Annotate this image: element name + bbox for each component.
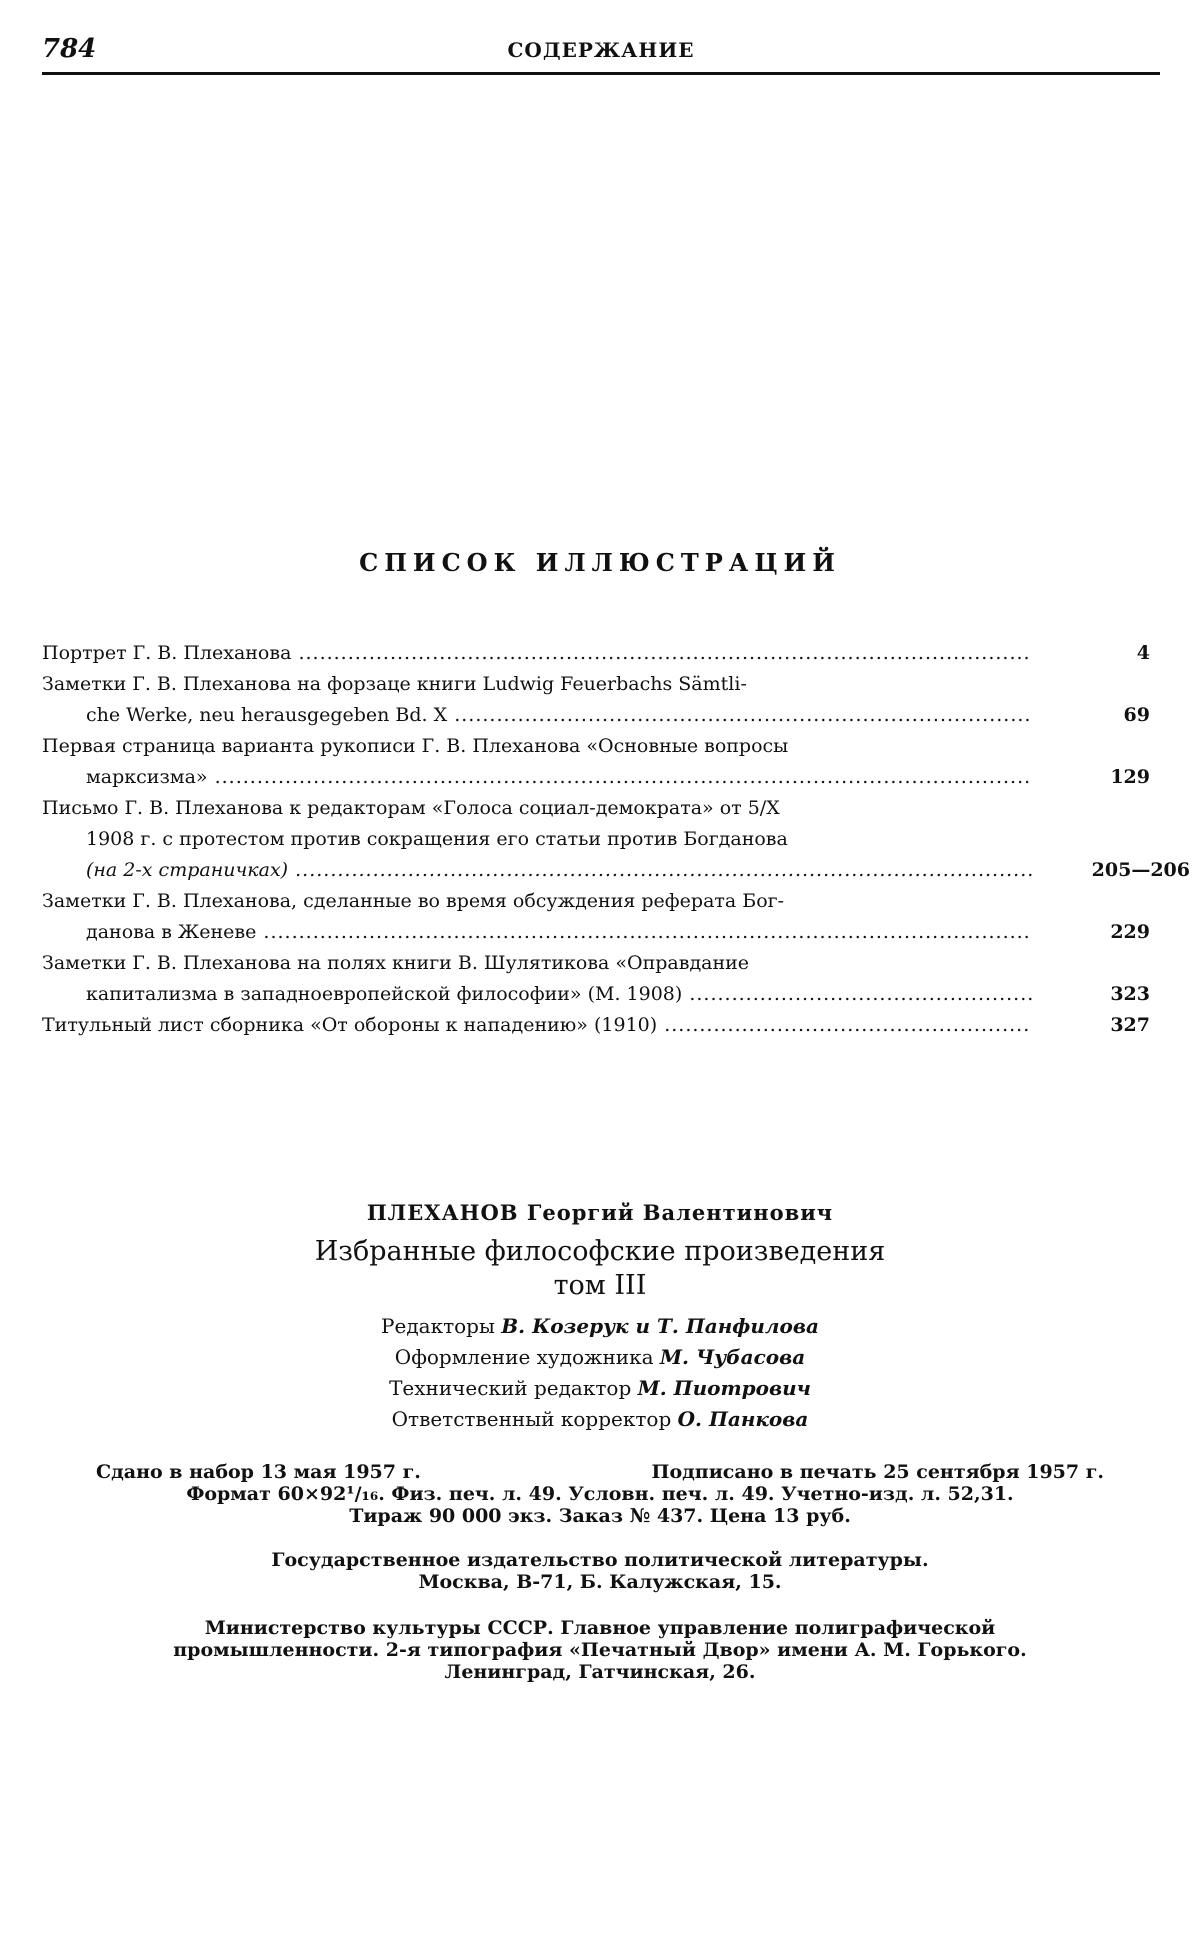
list-item-text: Заметки Г. В. Плеханова на полях книги В. Шулятикова «Оправдание [42,952,750,974]
credit-label: Оформление художника [394,1345,654,1369]
list-item [42,638,1160,669]
author-surname: ПЛЕХАНОВ [366,1200,519,1225]
list-item-text: Письмо Г. В. Плеханова к редакторам «Голоса социал-демократа» от 5/X [42,797,780,819]
typesetting-date: Сдано в набор 13 мая 1957 г. [96,1461,421,1483]
credit-name: М. Пиотрович [637,1376,811,1400]
list-item-text: капитализма в западноевропейской философии» (М. 1908) ..... [42,979,1032,1010]
publisher-name: Государственное издательство политической литературы. [271,1549,929,1571]
illustrations-heading: СПИСОК ИЛЛЮСТРАЦИЙ [359,548,841,577]
imprint-block [80,1461,1120,1527]
colophon [80,1200,1120,1683]
list-item-text: Заметки Г. В. Плеханова на форзаце книги Ludwig Feuerbachs Sämtli- [42,673,747,695]
print-date: Подписано в печать 25 сентября 1957 г. [651,1461,1104,1483]
printer-block [80,1617,1120,1683]
page-number: 784 [42,34,97,64]
publisher-address: Москва, В-71, Б. Калужская, 15. [418,1571,782,1593]
list-item-page: 205—206 [1091,859,1190,881]
credit-name: О. Панкова [677,1407,809,1431]
book-title: Избранные философские произведения [314,1236,886,1267]
list-item [42,948,1160,1010]
printer-address: Ленинград, Гатчинская, 26. [444,1661,756,1683]
format-line: Формат 60×92¹/₁₆. Физ. печ. л. 49. Условн. печ. л. 49. Учетно-изд. л. 52,31. [186,1483,1014,1505]
list-item-page: 327 [1110,1014,1150,1036]
list-item [42,793,1190,886]
credit-label: Технический редактор [389,1376,632,1400]
volume-label: том III [553,1270,647,1301]
list-item-text: 1908 г. с протестом против сокращения его статьи против Богданова [86,828,788,850]
list-item-text: Портрет Г. В. Плеханова ..... [42,638,1032,669]
list-item-page: 229 [1110,921,1150,943]
credit-label: Редакторы [381,1314,495,1338]
author-given-names: Георгий Валентинович [526,1200,834,1225]
list-item [42,886,1160,948]
printer-line: промышленности. 2-я типография «Печатный Двор» имени А. М. Горького. [173,1639,1027,1661]
list-item [42,1010,1160,1041]
list-item-text: che Werke, neu herausgegeben Bd. X ..... [42,700,1032,731]
list-item-text: марксизма» ..... [42,762,1032,793]
printer-line: Министерство культуры СССР. Главное управление полиграфической [204,1617,996,1639]
credit-editors [80,1311,1120,1342]
running-head [42,34,1160,75]
list-item-page: 323 [1110,983,1150,1005]
illustrations-list [42,638,1190,1041]
credit-proofreader [80,1404,1120,1435]
print-run-line: Тираж 90 000 экз. Заказ № 437. Цена 13 руб. [349,1505,851,1527]
list-item [42,731,1160,793]
list-item-text: Титульный лист сборника «От обороны к нападению» (1910) ..... [42,1010,1032,1041]
imprint-dates-row [80,1461,1120,1483]
credit-tech-editor [80,1373,1120,1404]
credit-name: М. Чубасова [659,1345,806,1369]
list-item-text: Первая страница варианта рукописи Г. В. Плеханова «Основные вопросы [42,735,789,757]
list-item-text: Заметки Г. В. Плеханова, сделанные во время обсуждения реферата Бог- [42,890,785,912]
running-title: СОДЕРЖАНИЕ [507,38,695,62]
list-item-page: 129 [1110,766,1150,788]
list-item-page: 4 [1136,642,1150,664]
credit-label: Ответственный корректор [391,1407,672,1431]
list-item-text: данова в Женеве ..... [42,917,1032,948]
list-item-text: (на 2-х страничках) ..... [42,855,1032,886]
list-item-page: 69 [1123,704,1150,726]
credit-design [80,1342,1120,1373]
publisher-block [80,1549,1120,1593]
author-line [80,1200,1120,1225]
credit-name: В. Козерук и Т. Панфилова [501,1314,819,1338]
list-item [42,669,1160,731]
